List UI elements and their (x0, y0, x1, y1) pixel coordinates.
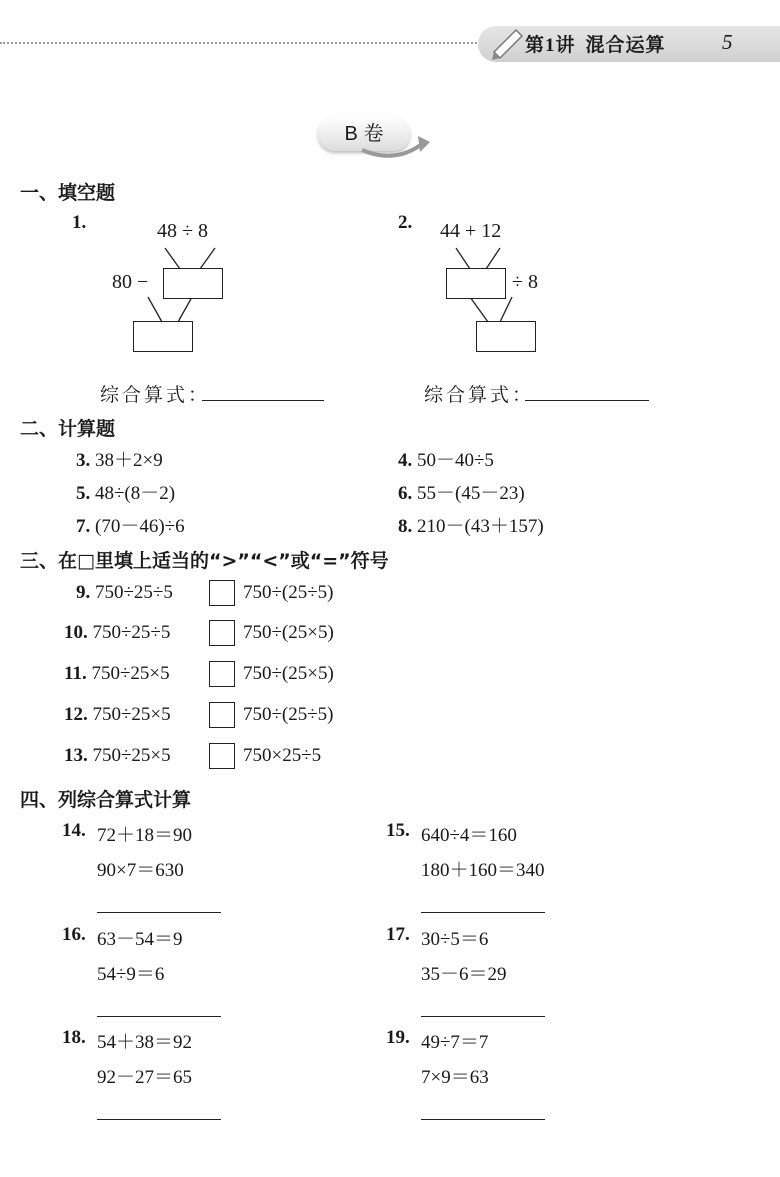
calc-expression: 210－(43＋157) (417, 516, 544, 537)
compare-item (76, 582, 173, 604)
compare-right: 750÷(25×5) (243, 622, 334, 643)
calc-item (76, 478, 175, 505)
answer-line[interactable] (97, 1016, 221, 1017)
combined-step-1: 30÷5＝6 (421, 929, 489, 950)
calc-item (398, 478, 525, 505)
combined-step-2: 90×7＝630 (97, 860, 184, 881)
compare-left: 750÷25×5 (91, 663, 170, 684)
problem-number: 16. (62, 924, 86, 945)
problem-number: 17. (386, 924, 410, 945)
answer-box-upper[interactable] (163, 268, 223, 299)
diagram-top-expression: 44 + 12 (440, 220, 502, 242)
section-title-calculation: 二、计算题 (20, 418, 116, 440)
problem-number: 13. (64, 745, 88, 766)
problem-number: 15. (386, 820, 410, 841)
compare-left: 750÷25÷5 (95, 582, 173, 603)
compare-box[interactable] (209, 580, 235, 606)
answer-line[interactable] (421, 1016, 545, 1017)
compare-item (64, 745, 171, 767)
calc-item (76, 445, 163, 472)
compare-item (64, 663, 170, 685)
pencil-icon (490, 22, 530, 62)
calc-expression: 48÷(8－2) (95, 483, 176, 504)
problem-number: 7. (76, 516, 91, 537)
answer-box-upper[interactable] (446, 268, 506, 299)
combined-formula-label: 综合算式： (100, 384, 211, 406)
compare-left: 750÷25÷5 (92, 622, 171, 643)
combined-step-2: 180＋160＝340 (421, 860, 545, 881)
compare-left: 750÷25×5 (92, 704, 171, 725)
problem-number: 14. (62, 820, 86, 841)
compare-right: 750÷(25÷5) (243, 582, 334, 603)
calc-item (398, 445, 494, 472)
problem-number: 3. (76, 450, 91, 471)
compare-left: 750÷25×5 (92, 745, 171, 766)
compare-box[interactable] (209, 620, 235, 646)
combined-step-1: 54＋38＝92 (97, 1032, 193, 1053)
answer-line[interactable] (525, 400, 649, 401)
problem-number: 9. (76, 582, 91, 603)
calc-expression: (70－46)÷6 (95, 516, 185, 537)
combined-step-2: 54÷9＝6 (97, 964, 165, 985)
answer-line[interactable] (97, 912, 221, 913)
answer-line[interactable] (97, 1119, 221, 1120)
calc-expression: 50－40÷5 (417, 450, 494, 471)
combined-step-1: 63－54＝9 (97, 929, 183, 950)
problem-number: 4. (398, 450, 413, 471)
combined-step-1: 640÷4＝160 (421, 825, 517, 846)
diagram-top-expression: 48 ÷ 8 (157, 220, 208, 242)
calc-expression: 38＋2×9 (95, 450, 163, 471)
answer-line[interactable] (421, 1119, 545, 1120)
section-title-compare: 三、在□里填上适当的“>”“<”或“=”符号 (20, 550, 389, 572)
volume-title: B 卷 (318, 117, 410, 151)
compare-right: 750×25÷5 (243, 745, 322, 766)
combined-step-2: 7×9＝63 (421, 1067, 489, 1088)
problem-number: 2. (398, 212, 413, 233)
swoosh-arrow-icon (360, 128, 435, 168)
calc-expression: 55－(45－23) (417, 483, 525, 504)
combined-formula-label: 综合算式： (424, 384, 535, 406)
compare-right: 750÷(25×5) (243, 663, 334, 684)
diagram-side-expression: ÷ 8 (512, 271, 538, 293)
answer-box-lower[interactable] (133, 321, 193, 352)
answer-box-lower[interactable] (476, 321, 536, 352)
problem-number: 11. (64, 663, 87, 684)
answer-line[interactable] (202, 400, 324, 401)
compare-item (64, 704, 171, 726)
problem-number: 10. (64, 622, 88, 643)
diagram-side-expression: 80 − (112, 271, 149, 293)
calc-item (398, 511, 544, 538)
problem-number: 6. (398, 483, 413, 504)
problem-number: 19. (386, 1027, 410, 1048)
page-number: 5 (722, 30, 733, 54)
section-title-fill-blank: 一、填空题 (20, 182, 116, 204)
section-title-combined: 四、列综合算式计算 (20, 789, 192, 811)
header-title (525, 30, 666, 57)
problem-number: 5. (76, 483, 91, 504)
problem-number: 12. (64, 704, 88, 725)
problem-number: 1. (72, 212, 87, 233)
header-topic: 混合运算 (585, 35, 666, 56)
problem-number: 18. (62, 1027, 86, 1048)
combined-step-1: 49÷7＝7 (421, 1032, 489, 1053)
compare-box[interactable] (209, 702, 235, 728)
compare-item (64, 622, 170, 644)
combined-step-2: 92－27＝65 (97, 1067, 193, 1088)
header-dotted-rule (0, 42, 520, 44)
compare-box[interactable] (209, 661, 235, 687)
calc-item (76, 511, 185, 538)
problem-number: 8. (398, 516, 413, 537)
header-lecture: 第1讲 (525, 35, 576, 56)
compare-box[interactable] (209, 743, 235, 769)
combined-step-2: 35－6＝29 (421, 964, 507, 985)
answer-line[interactable] (421, 912, 545, 913)
combined-step-1: 72＋18＝90 (97, 825, 193, 846)
compare-right: 750÷(25÷5) (243, 704, 334, 725)
